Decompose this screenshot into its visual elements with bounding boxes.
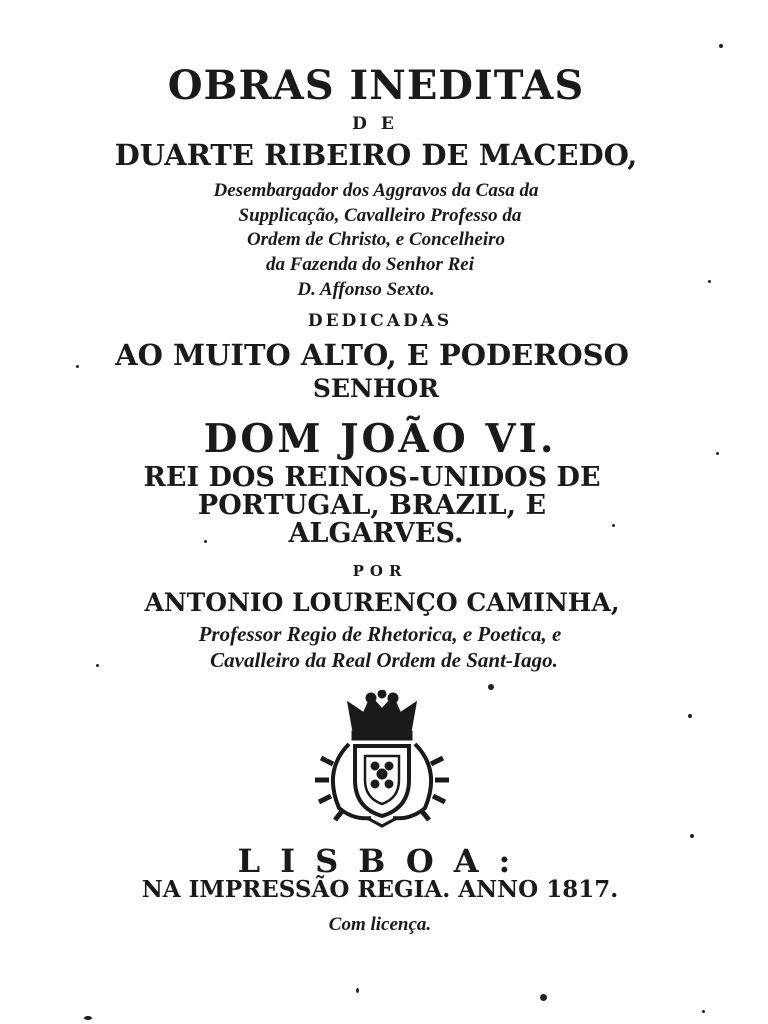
scan-speck <box>76 365 79 368</box>
dedicated-line: DEDICADAS <box>307 311 453 331</box>
scan-speck <box>716 452 719 455</box>
author-title-line: D. Affonso Sexto. <box>297 279 435 300</box>
dedicatee-line-2: SENHOR <box>312 374 440 403</box>
scan-speck <box>690 834 694 838</box>
scan-speck <box>702 1010 705 1013</box>
kingdom-line: PORTUGAL, BRAZIL, E <box>197 490 547 521</box>
scan-speck <box>612 524 615 527</box>
author-title-line: Ordem de Christo, e Concelheiro <box>246 229 506 250</box>
scan-speck <box>488 684 494 690</box>
author-name: DUARTE RIBEIRO DE MACEDO, <box>114 138 638 172</box>
book-title: OBRAS INEDITAS <box>167 62 585 109</box>
scan-speck <box>356 988 359 993</box>
scan-speck <box>688 714 692 718</box>
royal-crest-icon <box>309 690 455 828</box>
author-title-line: Desembargador dos Aggravos da Casa da <box>213 180 539 201</box>
por-line: POR <box>352 562 408 580</box>
editor-name: ANTONIO LOURENÇO CAMINHA, <box>144 588 620 617</box>
editor-title-line: Professor Regio de Rhetorica, e Poetica, e <box>198 622 562 646</box>
imprint-license: Com licença. <box>328 914 432 935</box>
dedicatee-line-1: AO MUITO ALTO, E PODEROSO <box>115 338 629 372</box>
kingdom-line: REI DOS REINOS-UNIDOS DE <box>143 462 601 493</box>
scan-speck <box>84 1016 92 1020</box>
scan-speck <box>540 994 547 1001</box>
imprint-printer: NA IMPRESSÃO REGIA. ANNO 1817. <box>141 876 619 903</box>
scan-speck <box>204 540 207 543</box>
author-title-line: da Fazenda do Senhor Rei <box>266 254 474 275</box>
editor-title-line: Cavalleiro da Real Ordem de Sant-Iago. <box>210 648 558 672</box>
king-name: DOM JOÃO VI. <box>203 416 557 462</box>
imprint-city: LISBOA: <box>237 842 531 880</box>
author-title-line: Supplicação, Cavalleiro Professo da <box>238 205 522 226</box>
scan-speck <box>719 44 723 48</box>
de-line: DE <box>352 114 408 134</box>
scan-speck <box>96 664 99 667</box>
scan-speck <box>708 280 711 283</box>
kingdom-line: ALGARVES. <box>288 518 464 549</box>
